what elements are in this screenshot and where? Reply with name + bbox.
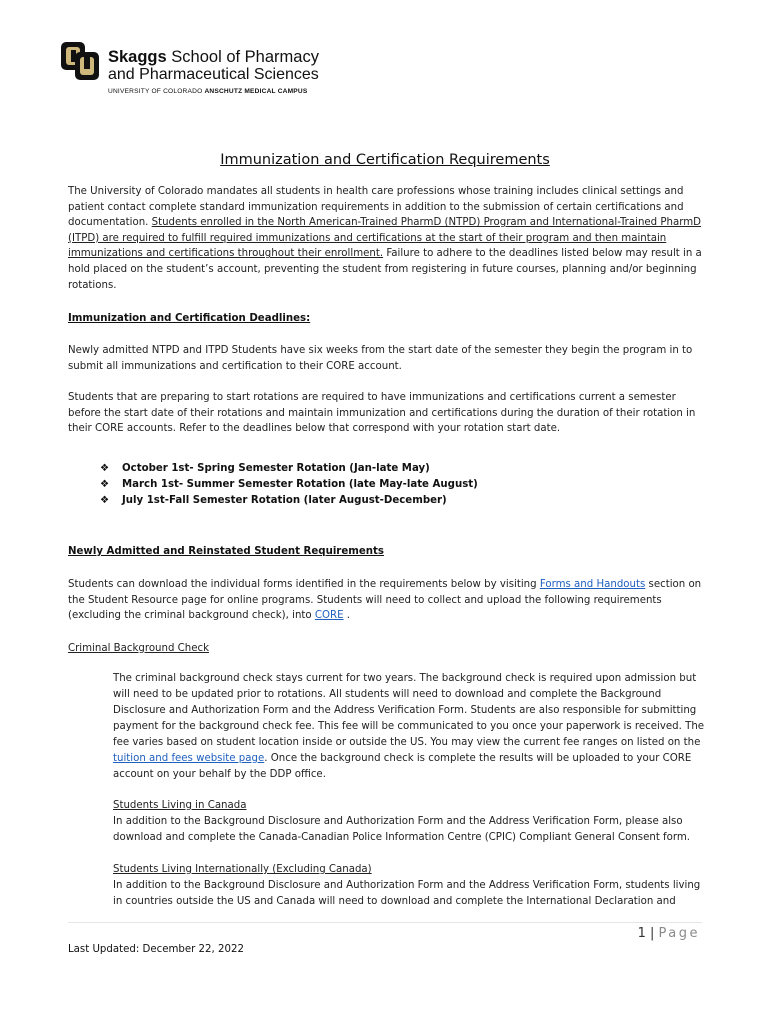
international-paragraph: In addition to the Background Disclosure and Authorization Form and the Address Verification Form, students living in countries outside the US and Canada will need to download and complete the International Declaration and — [113, 880, 701, 907]
logo-school-name-line2: and Pharmaceutical Sciences — [108, 66, 319, 83]
intro-paragraph: The University of Colorado mandates all students in health care professions whose training includes clinical settings and patient contact complete standard immunization requirements in addition to the submission of certain certifications and documentation. Students enrolled in the North American-Trained PharmD (NTPD) Program and International-Trained PharmD (ITPD) are required to fulfill required immunizations and certifications at the start of their program and then maintain immunizations and certifications throughout their enrollment. Failure to adhere to the deadlines listed below may result in a hold placed on the student’s account, preventing the student from registering in future courses, planning and/or beginning rotations. — [68, 186, 702, 291]
canada-heading: Students Living in Canada — [113, 800, 247, 811]
deadlines-paragraph-2: Students that are preparing to start rotations are required to have immunizations and certifications current a semester before the start date of their rotations and maintain immunization and certifications during the duration of their rotation in their CORE accounts. Refer to the deadlines below that correspond with your rotation start date. — [68, 392, 696, 435]
logo-campus-name: UNIVERSITY OF COLORADO ANSCHUTZ MEDICAL CAMPUS — [108, 88, 308, 95]
page-number: 1 | Page — [637, 926, 700, 941]
canada-paragraph: In addition to the Background Disclosure and Authorization Form and the Address Verification Form, please also download and complete the Canada-Canadian Police Information Centre (CPIC) Compliant General Consent form. — [113, 816, 691, 843]
logo-school-name: Skaggs School of Pharmacy — [108, 48, 319, 66]
document-title: Immunization and Certification Requirements — [220, 152, 550, 168]
last-updated: Last Updated: December 22, 2022 — [68, 944, 244, 955]
deadlines-heading: Immunization and Certification Deadlines: — [68, 313, 311, 324]
list-item: ❖ July 1st-Fall Semester Rotation (later August-December) — [100, 493, 478, 509]
core-link[interactable]: CORE — [314, 610, 344, 622]
list-item: ❖ October 1st- Spring Semester Rotation (Jan-late May) — [100, 461, 478, 477]
forms-and-handouts-link[interactable]: Forms and Handouts — [539, 579, 646, 590]
diamond-bullet-icon: ❖ — [100, 495, 110, 506]
criminal-background-heading: Criminal Background Check — [68, 643, 210, 654]
diamond-bullet-icon: ❖ — [100, 479, 110, 490]
international-heading: Students Living Internationally (Excluding Canada) — [113, 864, 372, 875]
school-logo — [60, 40, 350, 100]
footer-divider — [68, 922, 702, 923]
tuition-fees-link[interactable]: tuition and fees website page — [113, 753, 265, 764]
diamond-bullet-icon: ❖ — [100, 463, 110, 474]
list-item: ❖ March 1st- Summer Semester Rotation (late May-late August) — [100, 477, 478, 493]
criminal-background-paragraph: The criminal background check stays current for two years. The background check is required upon admission but will need to be updated prior to rotations. All students will need to download and complete the Background Disclosure and Authorization Form and the Address Verification Form. Students are also responsible for submitting payment for the background check fee. This fee will be communicated to you once your paperwork is received. The fee varies based on student location inside or outside the US. You may view the current fee ranges on listed on the tuition and fees website page. Once the background check is complete the results will be uploaded to your CORE account on your behalf by the DDP office. — [113, 673, 705, 780]
newly-admitted-paragraph: Students can download the individual forms identified in the requirements below by visiting Forms and Handouts section on the Student Resource page for online programs. Students will need to collect and upload the following requirements (excluding the criminal background check), into CORE . — [68, 579, 702, 622]
newly-admitted-heading: Newly Admitted and Reinstated Student Requirements — [68, 546, 384, 557]
deadlines-paragraph-1: Newly admitted NTPD and ITPD Students have six weeks from the start date of the semester they begin the program in to submit all immunizations and certification to their CORE account. — [68, 345, 693, 372]
deadline-list — [100, 461, 478, 509]
cu-logo-icon — [60, 41, 100, 81]
